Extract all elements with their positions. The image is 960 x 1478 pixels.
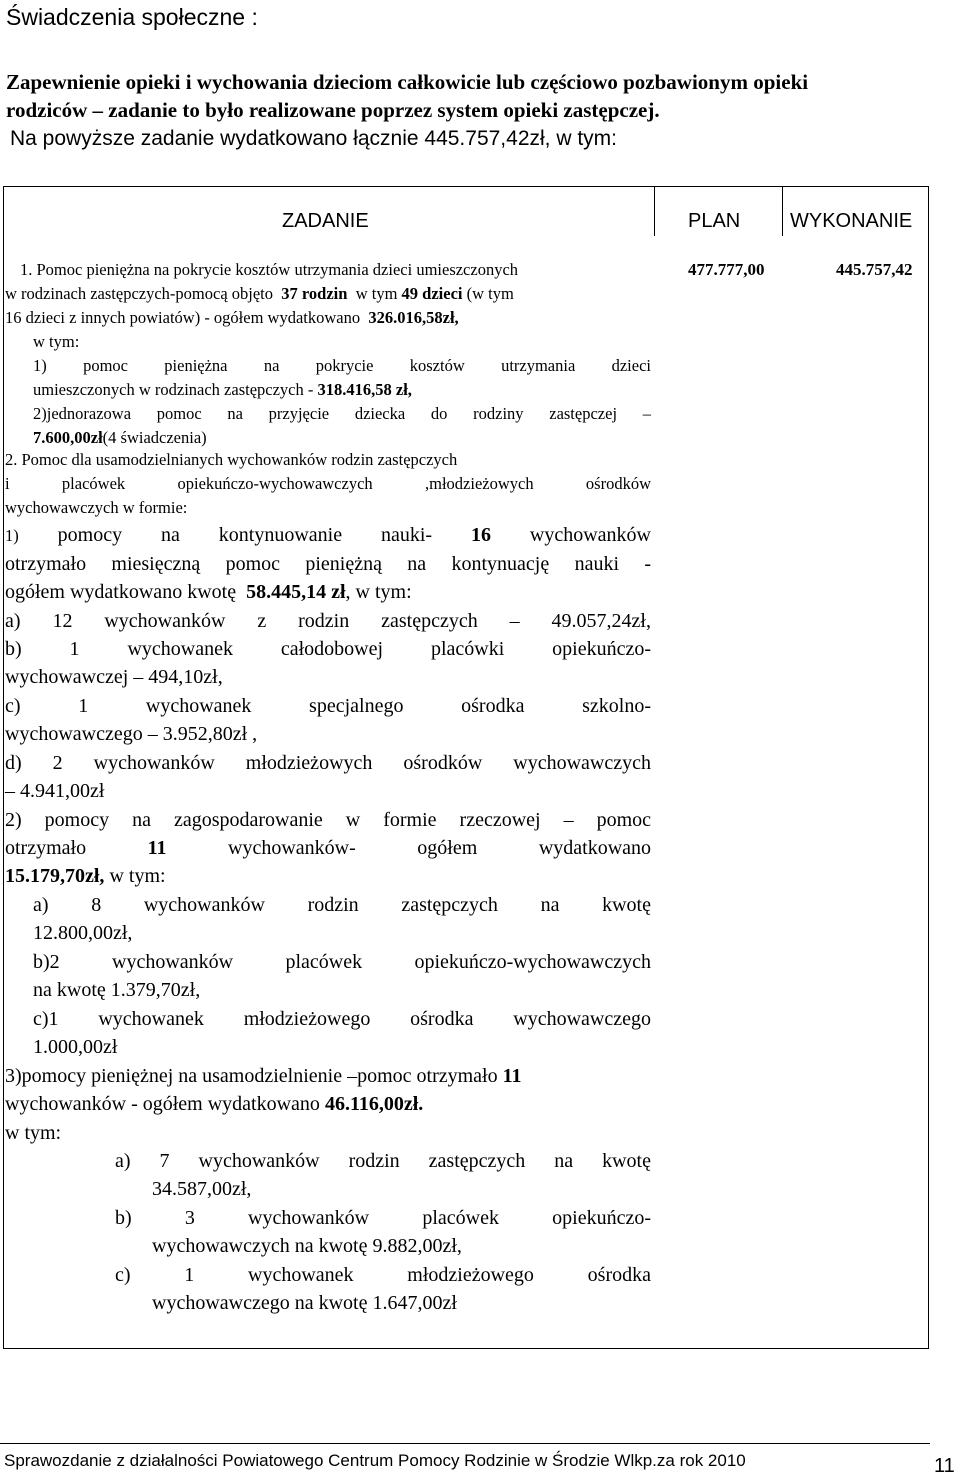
text-line: w tym: bbox=[33, 332, 80, 351]
text-line: c)1 wychowanek młodzieżowego ośrodka wychowawczego bbox=[33, 1008, 651, 1030]
text-line: 1.000,00zł bbox=[33, 1036, 118, 1058]
text-line: w tym: bbox=[5, 1122, 62, 1144]
intro-line-3: Na powyższe zadanie wydatkowano łącznie 445.757,42zł, w tym: bbox=[10, 127, 617, 150]
text-line: c) 1 wychowanek specjalnego ośrodka szkolno- bbox=[5, 695, 651, 717]
intro-line-1: Zapewnienie opieki i wychowania dzieciom całkowicie lub częściowo pozbawionym opieki bbox=[6, 70, 809, 94]
text-line: d) 2 wychowanków młodzieżowych ośrodków wychowawczych bbox=[5, 752, 651, 774]
text-line: 2)jednorazowa pomoc na przyjęcie dziecka do rodziny zastępczej – bbox=[33, 404, 651, 423]
execution-value: 445.757,42 bbox=[836, 260, 913, 279]
text-line: 1) pomoc pieniężna na pokrycie kosztów utrzymania dzieci bbox=[33, 356, 651, 375]
text-line: wychowawczych w formie: bbox=[5, 498, 188, 517]
text-line: wychowawczego na kwotę 1.647,00zł bbox=[152, 1292, 457, 1314]
text-line: 1) pomocy na kontynuowanie nauki- 16 wychowanków bbox=[5, 524, 651, 546]
text-line: wychowanków - ogółem wydatkowano 46.116,00zł. bbox=[5, 1093, 424, 1115]
column-divider bbox=[654, 186, 655, 236]
text-line: wychowawczej – 494,10zł, bbox=[5, 666, 223, 688]
text-line: 34.587,00zł, bbox=[152, 1178, 252, 1200]
text-line: wychowawczych na kwotę 9.882,00zł, bbox=[152, 1235, 462, 1257]
text-line: a) 8 wychowanków rodzin zastępczych na kwotę bbox=[33, 894, 651, 916]
header-task: ZADANIE bbox=[282, 210, 369, 232]
text-line: 15.179,70zł, w tym: bbox=[5, 865, 166, 887]
text-line: 2. Pomoc dla usamodzielnianych wychowanków rodzin zastępczych bbox=[5, 450, 458, 469]
text-line: i placówek opiekuńczo-wychowawczych ,młodzieżowych ośrodków bbox=[5, 474, 651, 493]
page-title: Świadczenia społeczne : bbox=[6, 4, 258, 30]
text-line: otrzymało 11 wychowanków- ogółem wydatkowano bbox=[5, 837, 652, 859]
footer-divider bbox=[0, 1443, 930, 1444]
page-number: 11 bbox=[934, 1455, 955, 1477]
text-line: otrzymało miesięczną pomoc pieniężną na kontynuację nauki - bbox=[5, 553, 651, 575]
text-line: – 4.941,00zł bbox=[5, 780, 105, 802]
text-line: b)2 wychowanków placówek opiekuńczo-wychowawczych bbox=[33, 951, 651, 973]
text-line: b) 1 wychowanek całodobowej placówki opiekuńczo- bbox=[5, 638, 651, 660]
text-line: b) 3 wychowanków placówek opiekuńczo- bbox=[115, 1207, 651, 1229]
text-line: 1. Pomoc pieniężna na pokrycie kosztów utrzymania dzieci umieszczonych bbox=[20, 260, 519, 279]
text-line: wychowawczego – 3.952,80zł , bbox=[5, 723, 258, 745]
intro-line-2: rodziców – zadanie to było realizowane poprzez system opieki zastępczej. bbox=[6, 98, 660, 122]
text-line: a) 7 wychowanków rodzin zastępczych na kwotę bbox=[115, 1150, 651, 1172]
text-line: 2) pomocy na zagospodarowanie w formie rzeczowej – pomoc bbox=[5, 809, 651, 831]
text-line: na kwotę 1.379,70zł, bbox=[33, 979, 201, 1001]
header-execution: WYKONANIE bbox=[790, 210, 913, 232]
text-line: umieszczonych w rodzinach zastępczych - 318.416,58 zł, bbox=[33, 380, 412, 399]
plan-value: 477.777,00 bbox=[688, 260, 765, 279]
text-line: 7.600,00zł(4 świadczenia) bbox=[33, 428, 207, 447]
text-line: 12.800,00zł, bbox=[33, 922, 133, 944]
column-divider bbox=[782, 186, 783, 236]
text-line: 16 dzieci z innych powiatów) - ogółem wydatkowano 326.016,58zł, bbox=[5, 308, 459, 327]
text-line: c) 1 wychowanek młodzieżowego ośrodka bbox=[115, 1264, 651, 1286]
text-line: ogółem wydatkowano kwotę 58.445,14 zł, w tym: bbox=[5, 581, 412, 603]
text-line: a) 12 wychowanków z rodzin zastępczych – 49.057,24zł, bbox=[5, 610, 651, 632]
text-line: 3)pomocy pieniężnej na usamodzielnienie –pomoc otrzymało 11 bbox=[5, 1065, 522, 1087]
footer-text: Sprawozdanie z działalności Powiatowego Centrum Pomocy Rodzinie w Środzie Wlkp.za rok 2010 bbox=[4, 1451, 746, 1470]
text-line: w rodzinach zastępczych-pomocą objęto 37 rodzin w tym 49 dzieci (w tym bbox=[5, 284, 514, 303]
header-plan: PLAN bbox=[688, 210, 741, 232]
